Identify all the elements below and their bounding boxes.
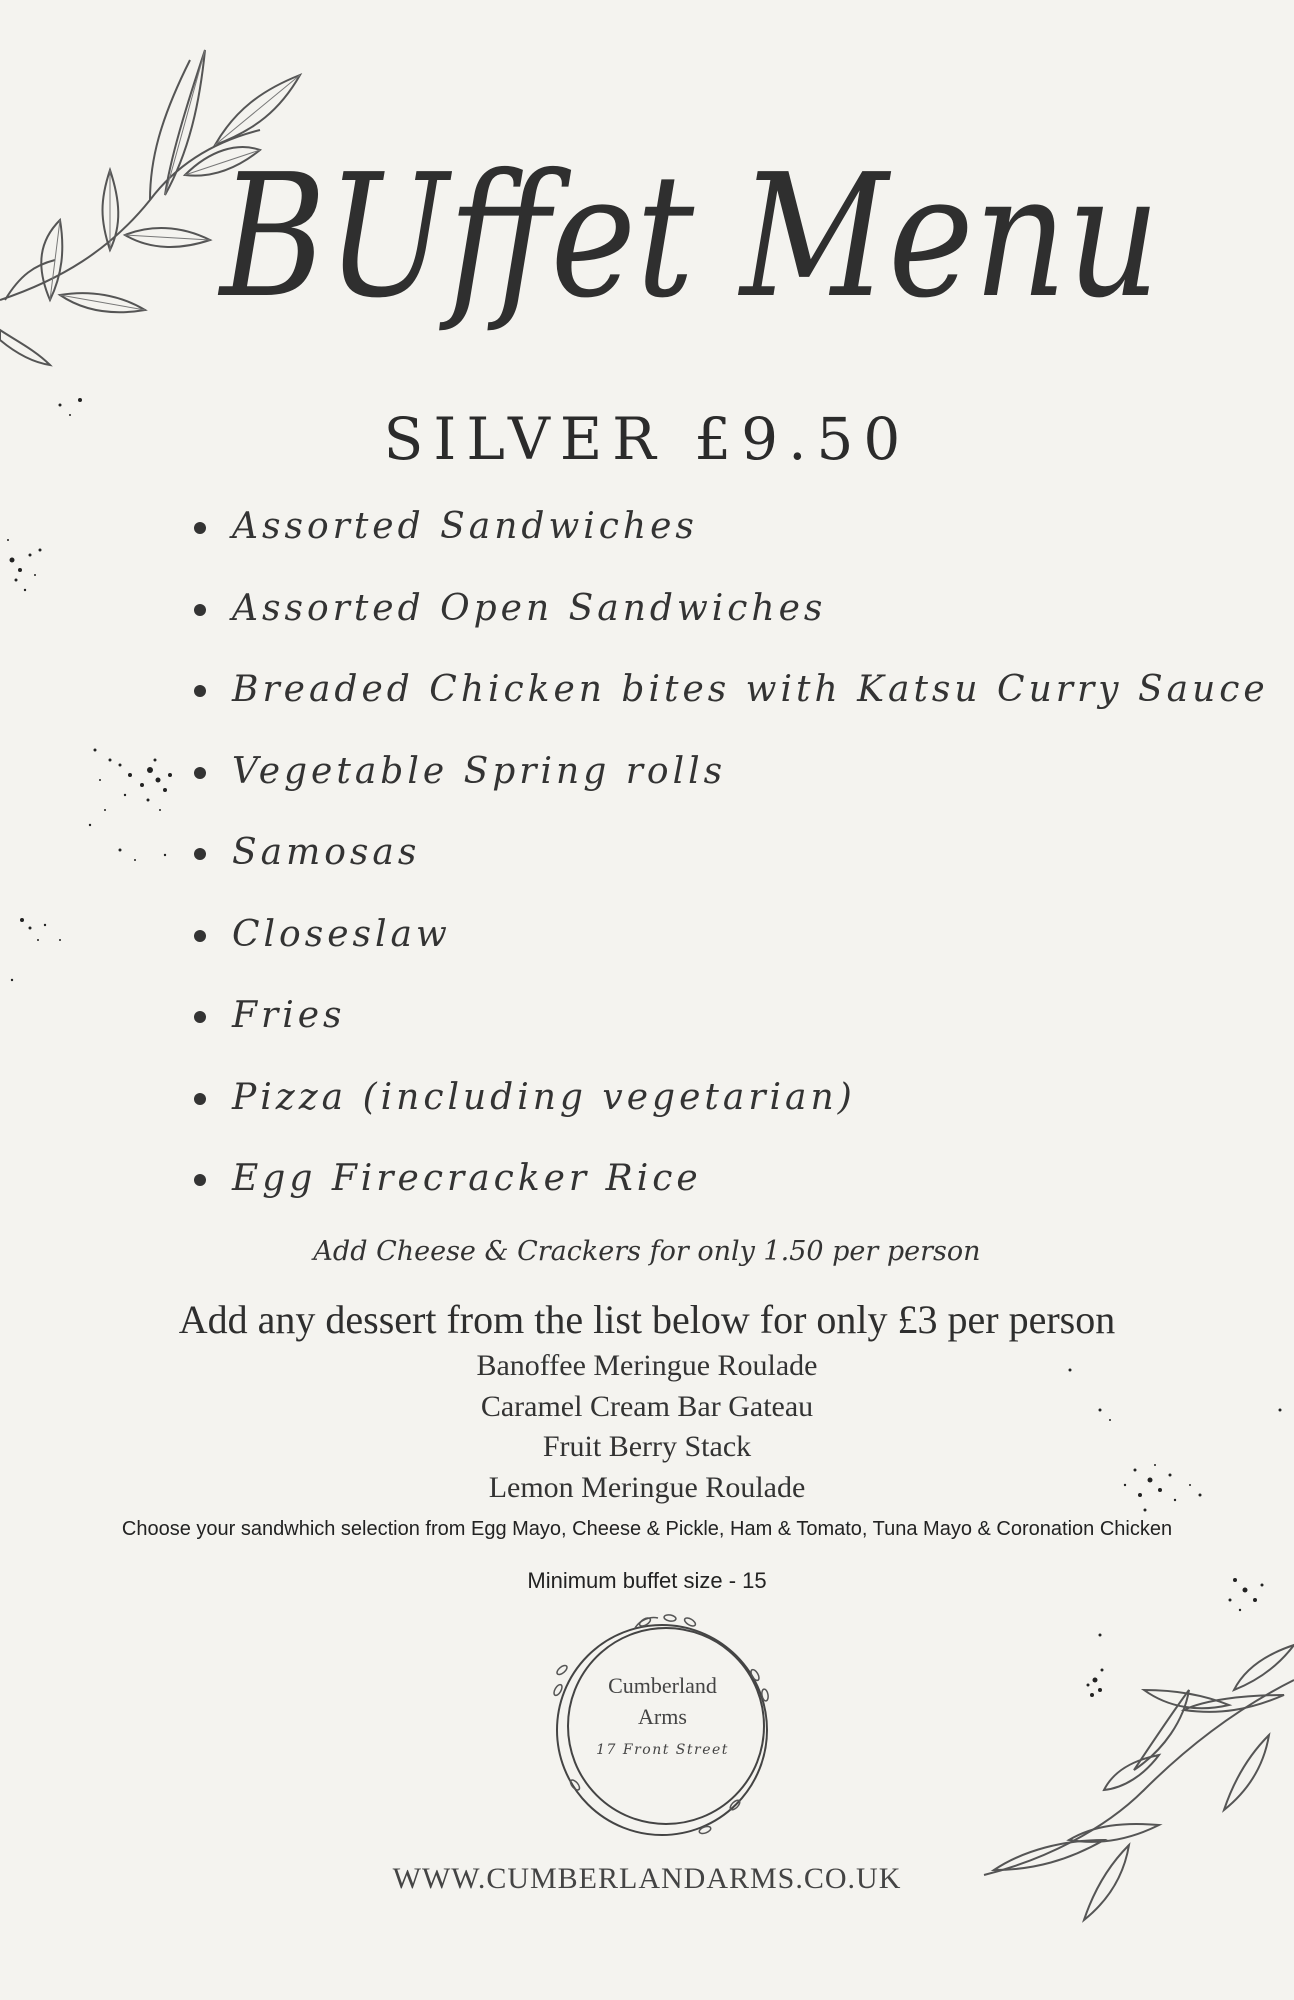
minimum-size-note: Minimum buffet size - 15	[527, 1568, 767, 1593]
menu-title-text: BUffet Menu	[217, 138, 1160, 336]
logo-name: Cumberland Arms	[608, 1673, 717, 1729]
dessert-item: Fruit Berry Stack	[542, 1430, 752, 1463]
bullet-icon	[194, 604, 206, 616]
bullet-icon	[194, 1011, 206, 1023]
list-item: Vegetable Spring rolls	[190, 742, 1269, 824]
list-item: Assorted Sandwiches	[190, 497, 1269, 579]
list-item: Closeslaw	[190, 905, 1269, 987]
ink-speckles-left	[0, 380, 200, 1000]
list-item: Pizza (including vegetarian)	[190, 1068, 1269, 1150]
tier-heading: SILVER £9.50	[383, 405, 911, 473]
bullet-icon	[194, 522, 206, 534]
list-item: Samosas	[190, 823, 1269, 905]
logo-address: 17 Front Street	[596, 1742, 729, 1758]
bullet-icon	[194, 930, 206, 942]
dessert-list	[0, 1346, 1294, 1508]
list-item: Breaded Chicken bites with Katsu Curry Sauce	[190, 660, 1269, 742]
dessert-intro: Add any dessert from the list below for only £3 per person	[178, 1297, 1116, 1342]
bullet-icon	[194, 685, 206, 697]
bullet-icon	[194, 767, 206, 779]
list-item: Assorted Open Sandwiches	[190, 579, 1269, 661]
dessert-item: Lemon Meringue Roulade	[488, 1470, 806, 1504]
list-item: Egg Firecracker Rice	[190, 1149, 1269, 1231]
menu-title	[210, 95, 1190, 395]
dessert-item: Caramel Cream Bar Gateau	[480, 1389, 814, 1423]
dessert-item: Banoffee Meringue Roulade	[476, 1349, 818, 1382]
list-item: Fries	[190, 986, 1269, 1068]
website-link[interactable]: WWW.CUMBERLANDARMS.CO.UK	[392, 1862, 902, 1895]
buffet-items-list	[190, 497, 1269, 1231]
bullet-icon	[194, 848, 206, 860]
bullet-icon	[194, 1093, 206, 1105]
bullet-icon	[194, 1174, 206, 1186]
cheese-addon-note: Add Cheese & Crackers for only 1.50 per person	[313, 1236, 981, 1267]
cumberland-arms-logo	[540, 1610, 785, 1850]
sandwich-selection-note: Choose your sandwhich selection from Egg Mayo, Cheese & Pickle, Ham & Tomato, Tuna Mayo & Coronation Chicken	[121, 1518, 1173, 1540]
